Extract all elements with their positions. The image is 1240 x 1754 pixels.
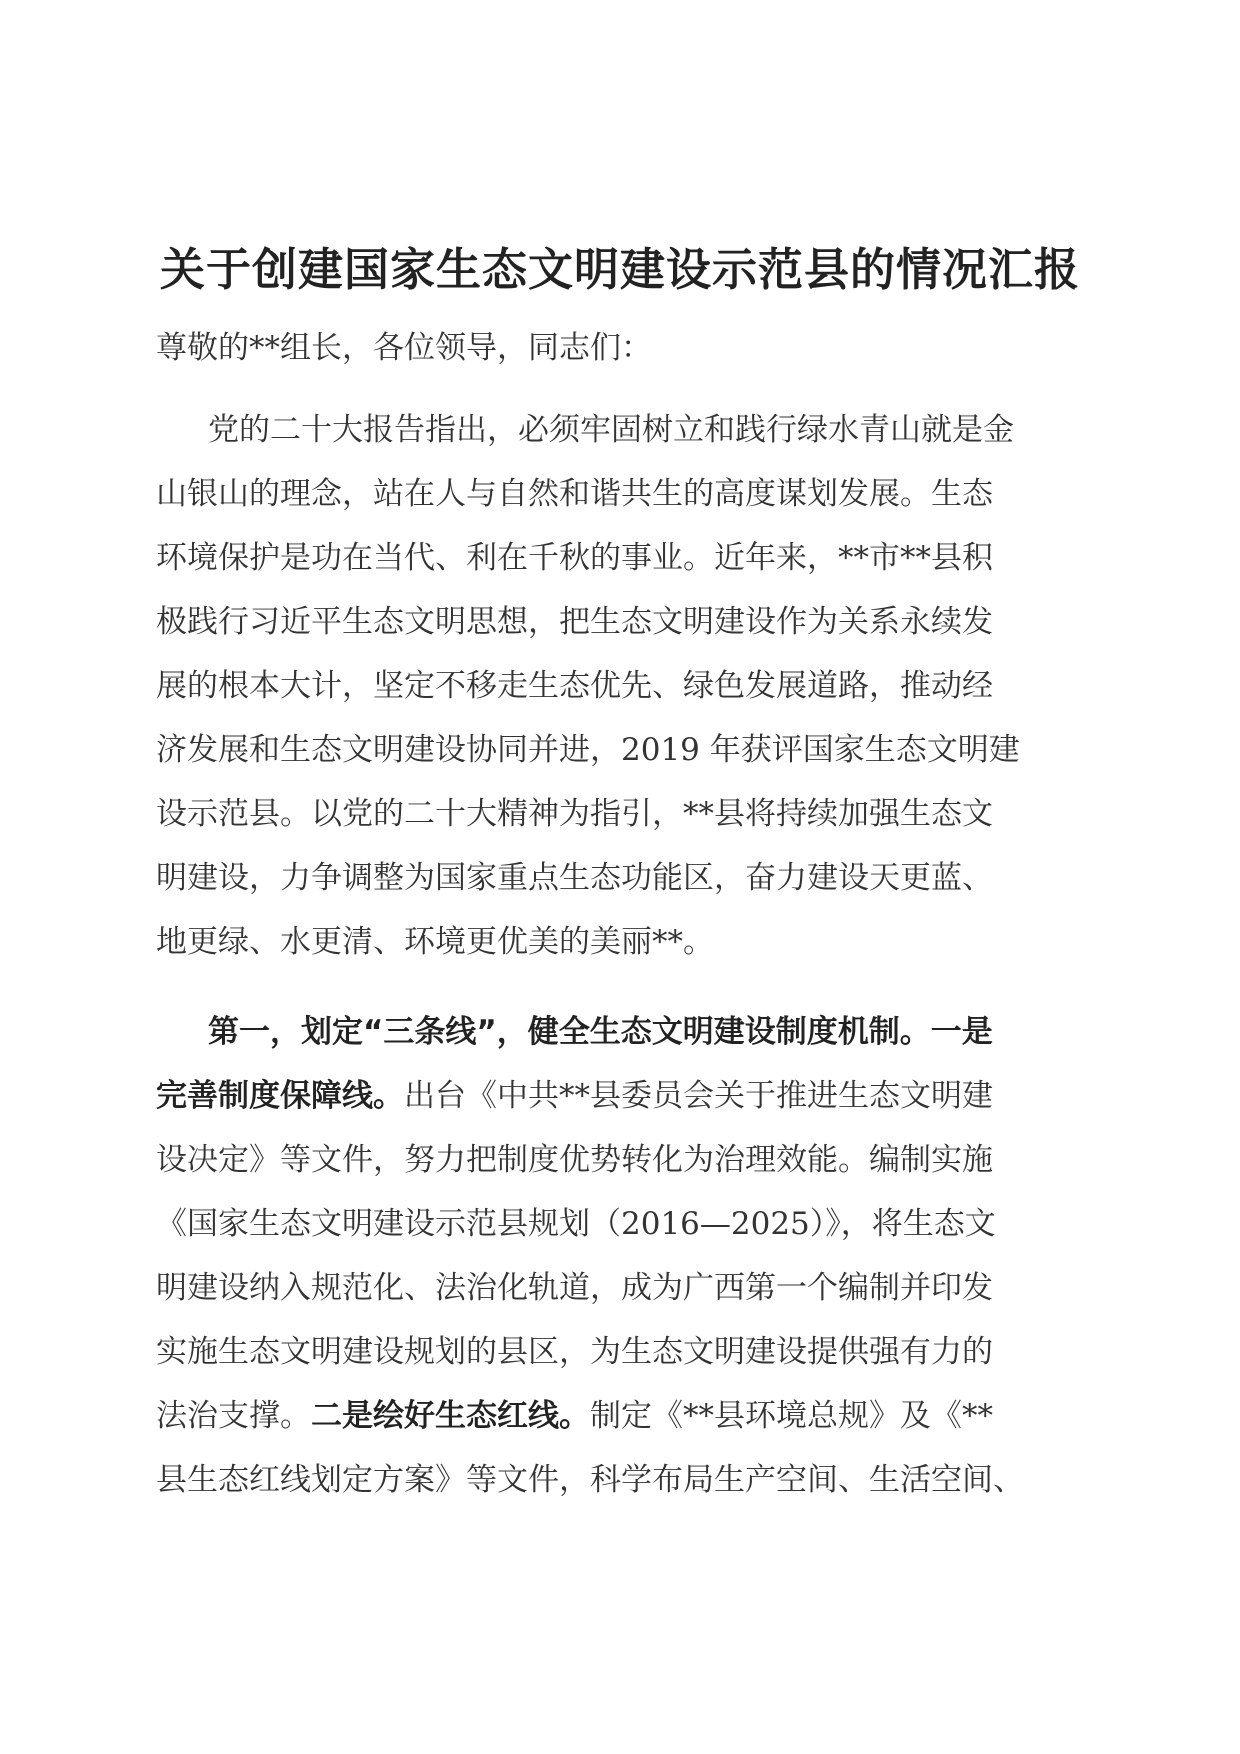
section-heading: 第一，划定“三条线”，健全生态文明建设制度机制。一是	[208, 1014, 993, 1050]
paragraph-line	[156, 1064, 1086, 1128]
paragraph-line: 明建设，力争调整为国家重点生态功能区，奋力建设天更蓝、	[156, 860, 993, 896]
paragraph-text: 法治支撑。	[156, 1398, 311, 1434]
paragraph-line: 党的二十大报告指出，必须牢固树立和践行绿水青山就是金	[208, 412, 1014, 448]
point-heading: 完善制度保障线。	[156, 1078, 404, 1114]
paragraph-line: 极践行习近平生态文明思想，把生态文明建设作为关系永续发	[156, 604, 993, 640]
paragraph-section-one	[156, 1000, 1086, 1512]
point-heading: 二是绘好生态红线。	[311, 1398, 590, 1434]
paragraph-line: 《国家生态文明建设示范县规划（2016—2025）》，将生态文	[156, 1206, 996, 1242]
paragraph-line: 县生态红线划定方案》等文件，科学布局生产空间、生活空间、	[156, 1462, 1024, 1498]
document-title: 关于创建国家生态文明建设示范县的情况汇报	[159, 243, 1080, 296]
paragraph-text: 出台《中共**县委员会关于推进生态文明建	[404, 1078, 993, 1114]
salutation: 尊敬的**组长，各位领导，同志们：	[156, 330, 652, 366]
paragraph-line: 地更绿、水更清、环境更优美的美丽**。	[156, 924, 714, 960]
paragraph-text: 制定《**县环境总规》及《**	[590, 1398, 993, 1434]
paragraph-line: 山银山的理念，站在人与自然和谐共生的高度谋划发展。生态	[156, 476, 993, 512]
paragraph-line: 设决定》等文件，努力把制度优势转化为治理效能。编制实施	[156, 1142, 993, 1178]
paragraph-line	[156, 1384, 1086, 1448]
paragraph-line: 济发展和生态文明建设协同并进，2019 年获评国家生态文明建	[156, 732, 1020, 768]
paragraph-line: 环境保护是功在当代、利在千秋的事业。近年来，**市**县积	[156, 540, 993, 576]
paragraph-line: 实施生态文明建设规划的县区，为生态文明建设提供强有力的	[156, 1334, 993, 1370]
paragraph-line: 明建设纳入规范化、法治化轨道，成为广西第一个编制并印发	[156, 1270, 993, 1306]
paragraph-intro	[156, 398, 1086, 974]
paragraph-line: 设示范县。以党的二十大精神为指引，**县将持续加强生态文	[156, 796, 993, 832]
paragraph-line: 展的根本大计，坚定不移走生态优先、绿色发展道路，推动经	[156, 668, 993, 704]
